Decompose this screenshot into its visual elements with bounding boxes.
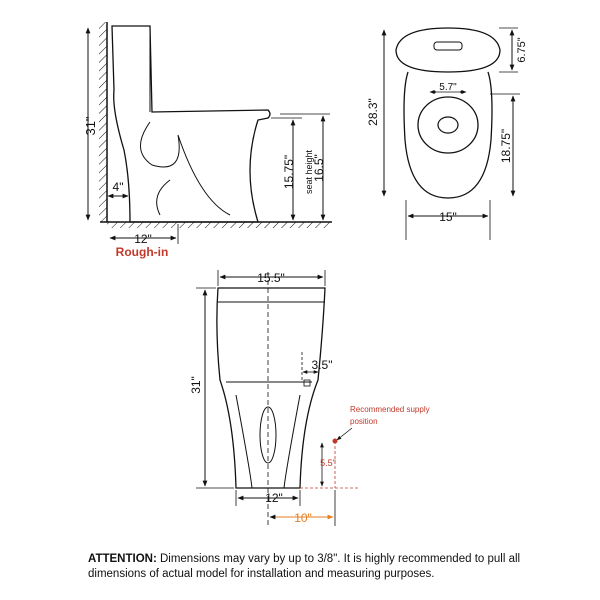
side-toilet-outline	[112, 26, 270, 222]
side-trap-offset-label: 4"	[112, 180, 124, 194]
front-toilet-outline	[217, 288, 325, 488]
attention-text: Dimensions may vary by up to 3/8". It is highly recommended to pull all dimensions of actual model for installation and measuring purposes.	[88, 553, 521, 580]
top-length-label: 28.3"	[366, 98, 380, 126]
front-base-width-label: 12"	[265, 491, 283, 505]
front-supply-leader	[337, 428, 352, 440]
front-supply-label-line2: position	[350, 417, 378, 426]
front-tank-width-label: 15.5"	[257, 271, 285, 285]
side-seat-height-caption: seat height	[304, 149, 314, 195]
top-flush-button	[434, 42, 462, 50]
front-supply-offset-top-label: 3.5"	[311, 358, 333, 372]
top-tank-depth-label: 6.75"	[516, 37, 528, 63]
front-supply-label-line1: Recommended supply	[350, 405, 430, 414]
side-rough-in-label: Rough-in	[115, 245, 169, 259]
top-bowl-seat	[418, 97, 478, 153]
side-rough-in-dim-label: 12"	[134, 232, 152, 246]
floor-hatch	[107, 222, 332, 228]
wall-hatch	[99, 22, 107, 222]
front-view	[189, 270, 430, 526]
attention-note	[88, 552, 558, 582]
side-trapway	[140, 122, 230, 215]
top-hole-spacing-label: 5.7"	[439, 82, 457, 93]
side-view	[83, 22, 332, 259]
top-width-label: 15"	[439, 210, 457, 224]
top-bowl-opening	[438, 117, 458, 133]
front-supply-offset-side-label: 10"	[294, 511, 312, 525]
top-bowl-length-label: 18.75"	[499, 128, 513, 164]
top-view	[366, 28, 528, 240]
front-supply-height-label: 5.5"	[320, 458, 336, 468]
side-seat-height-a-label: 15.75"	[282, 154, 296, 190]
front-height-label: 31"	[189, 376, 203, 394]
side-seat-height-b-label: 16.5"	[312, 154, 326, 182]
attention-label: ATTENTION:	[88, 553, 157, 565]
side-height-label: 31"	[83, 116, 98, 136]
